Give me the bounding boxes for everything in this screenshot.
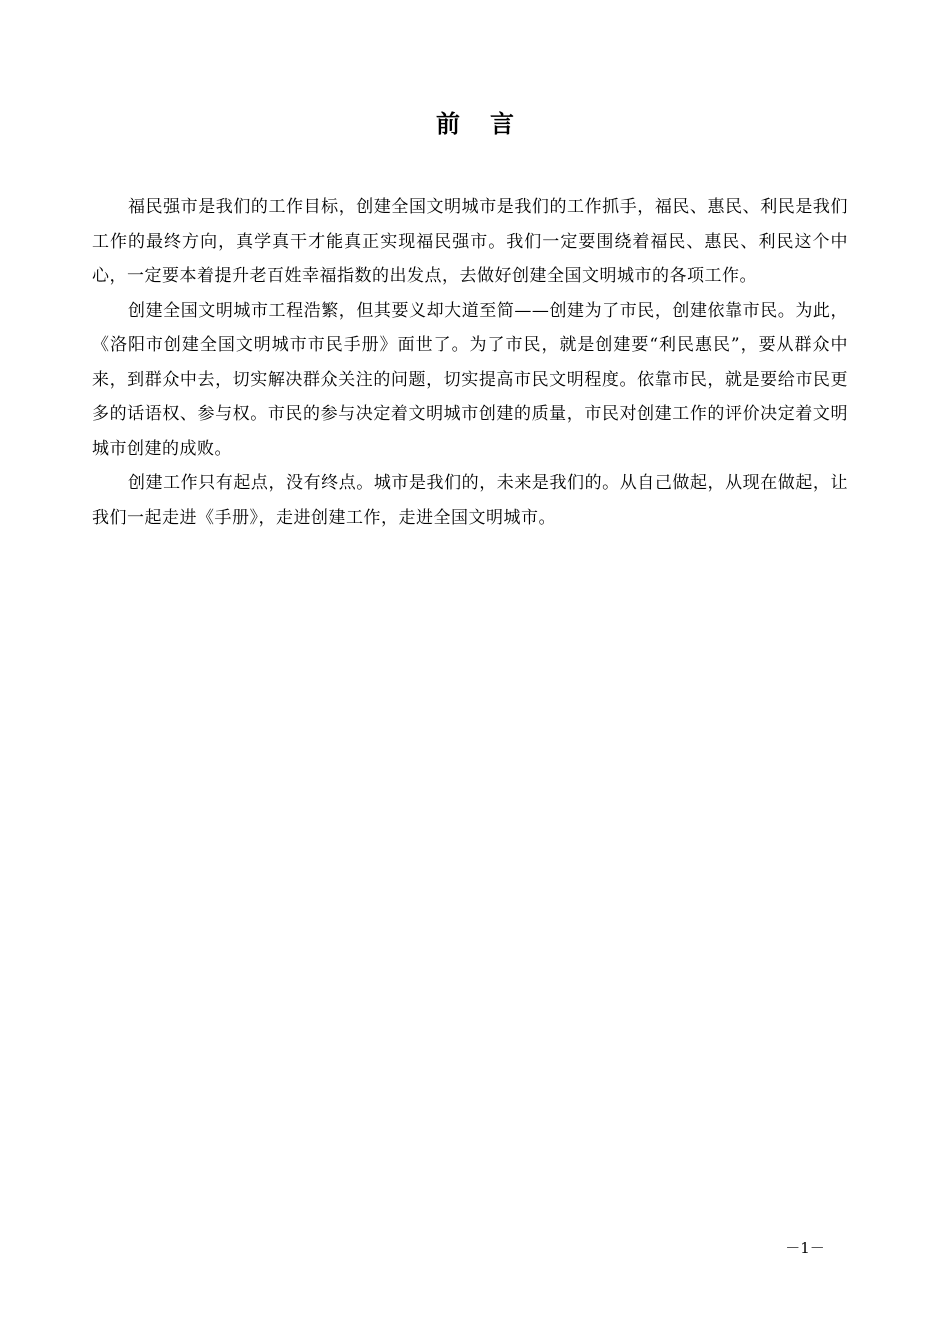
body-text xyxy=(92,190,848,535)
page-title: 前言 xyxy=(436,109,544,138)
paragraph-3: 创建工作只有起点，没有终点。城市是我们的，未来是我们的。从自己做起，从现在做起，让我们一起走进《手册》，走进创建工作，走进全国文明城市。 xyxy=(92,473,848,528)
paragraph-2: 创建全国文明城市工程浩繁，但其要义却大道至简——创建为了市民，创建依靠市民。为此，《洛阳市创建全国文明城市市民手册》面世了。为了市民，就是创建要“利民惠民”，要从群众中来，到群众中去，切实解决群众关注的问题，切实提高市民文明程度。依靠市民，就是要给市民更多的话语权、参与权。市民的参与决定着文明城市创建的质量，市民对创建工作的评价决定着文明城市创建的成败。 xyxy=(92,300,848,459)
paragraph-1: 福民强市是我们的工作目标，创建全国文明城市是我们的工作抓手，福民、惠民、利民是我们工作的最终方向，真学真干才能真正实现福民强市。我们一定要围绕着福民、惠民、利民这个中心，一定要本着提升老百姓幸福指数的出发点，去做好创建全国文明城市的各项工作。 xyxy=(92,197,848,286)
page-number: －1－ xyxy=(785,1239,825,1257)
